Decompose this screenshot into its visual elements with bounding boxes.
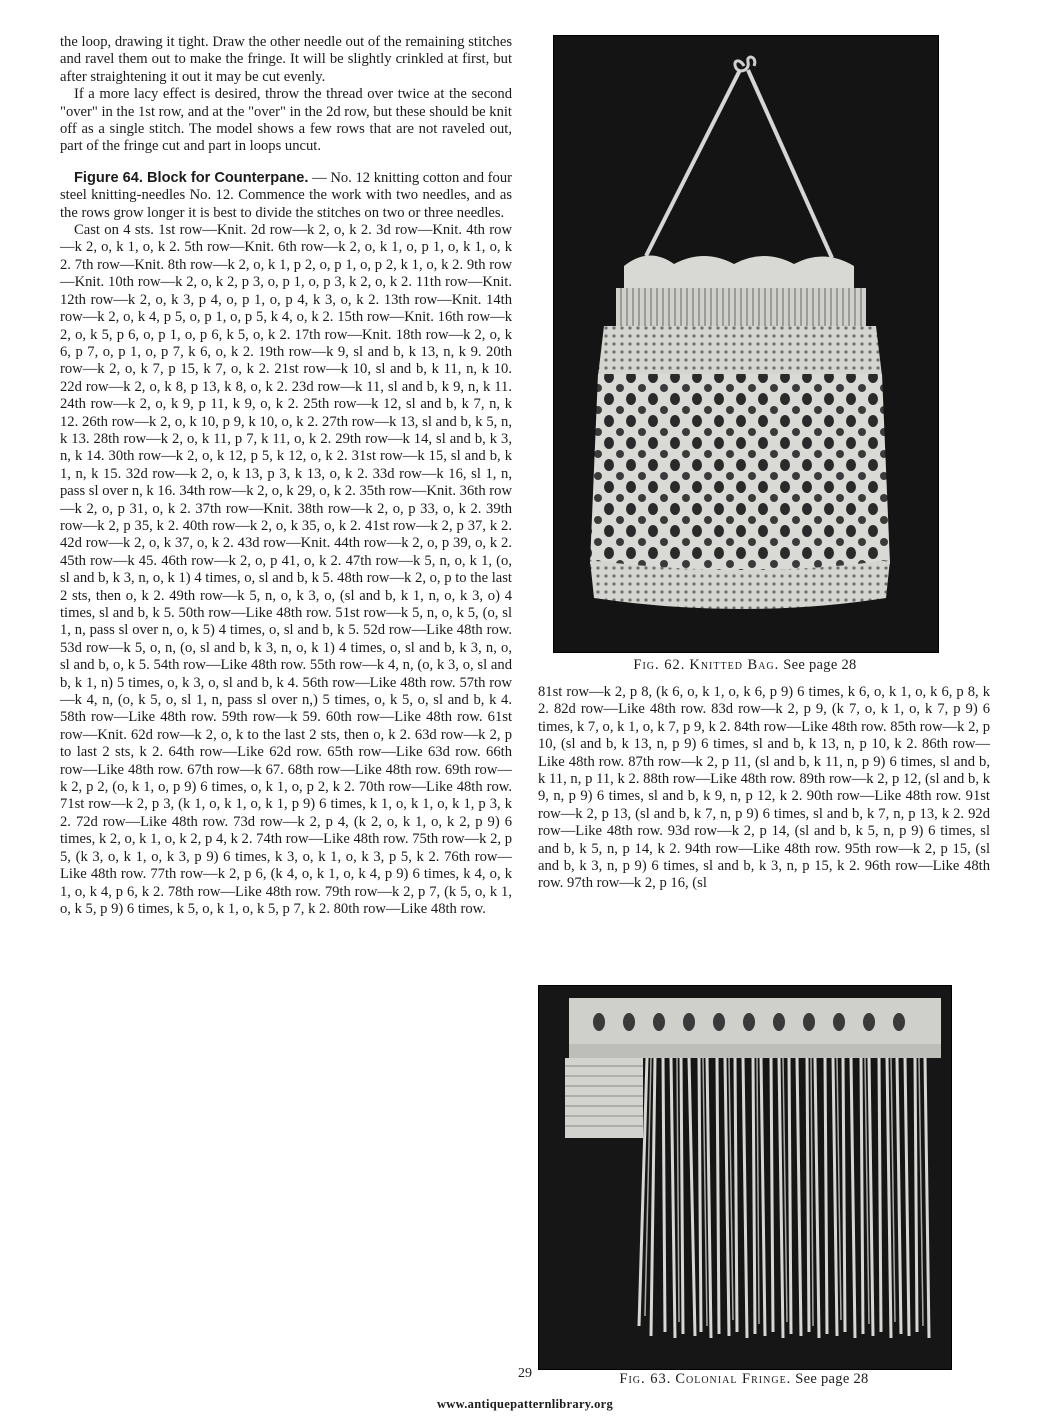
figure-64-materials: — No. 12 knitting cotton and four steel knitting-needles No. 12. Commence the work with two needles, and as the rows grow longer it is best to divide the stitches on two or three needles. [60,169,512,221]
fig-62-caption [553,657,937,674]
fig-63-title: Colonial Fringe. [675,1371,792,1387]
counterpane-rows-continued: 81st row—k 2, p 8, (k 6, o, k 1, o, k 6, p 9) 6 times, k 6, o, k 1, o, k 6, p 8, k 2. 82d row—Like 48th row. 83d row—k 2, p 9, (k 7, o, k 1, o, k 7, p 9) 6 times, k 7, o, k 1, o, k 7, p 9, k 2. 84th row—Like 48th row. 85th row—k 2, p 10, (sl and b, k 13, n, p 9) 6 times, sl and b, k 13, n, p 10, k 2. 86th row—Like 48th row. 87th row—k 2, p 11, (sl and b, k 11, n, p 9) 6 times, sl and b, k 11, n, p 11, k 2. 88th row—Like 48th row. 89th row—k 2, p 12, (sl and b, k 9, n, p 9) 6 times, sl and b, k 9, n, p 12, k 2. 90th row—Like 48th row. 91st row—k 2, p 13, (sl and b, k 7, n, p 9) 6 times, sl and b, k 7, n, p 13, k 2. 92d row—Like 48th row. 93d row—k 2, p 14, (sl and b, k 5, n, p 9) 6 times, sl and b, k 5, n, p 14, k 2. 94th row—Like 48th row. 95th row—k 2, p 15, (sl and b, k 3, n, p 9) 6 times, sl and b, k 3, n, p 15, k 2. 96th row—Like 48th row. 97th row—k 2, p 16, (sl [538,684,990,892]
page-number: 29 [518,1366,532,1381]
fig-62-knitted-bag-photo [553,35,939,653]
fig-63-page-ref: See page 28 [795,1371,869,1387]
knitted-bag-illustration [554,36,938,652]
intro-paragraph-1: the loop, drawing it tight. Draw the other needle out of the remaining stitches and ravel them out to make the fringe. It will be slightly crinkled at first, but after straightening it out it may be cut evenly. [60,34,512,85]
fig-62-title: Knitted Bag. [689,657,780,673]
figure-64-heading [60,170,512,222]
fig-62-number: Fig. 62. [633,657,686,673]
colonial-fringe-illustration [539,986,951,1369]
right-column [538,684,990,893]
fig-62-page-ref: See page 28 [783,657,857,673]
counterpane-rows-text: Cast on 4 sts. 1st row—Knit. 2d row—k 2, o, k 2. 3d row—Knit. 4th row—k 2, o, k 1, o, k 2. 5th row—Knit. 6th row—k 2, o, k 1, o, p 1, o, k 1, o, k 2. 7th row—Knit. 8th row—k 2, o, k 1, p 2, o, p 1, o, p 2, k 1, o, k 2. 9th row—Knit. 10th row—k 2, o, k 2, p 3, o, p 1, o, p 3, k 2, o, k 2. 11th row—Knit. 12th row—k 2, o, k 3, p 4, o, p 1, o, p 4, k 3, o, k 2. 13th row—Knit. 14th row—k 2, o, k 4, p 5, o, p 1, o, p 5, k 4, o, k 2. 15th row—Knit. 16th row—k 2, o, k 5, p 6, o, p 1, o, p 6, k 5, o, k 2. 17th row—Knit. 18th row—k 2, o, k 6, p 7, o, p 1, o, p 7, k 6, o, k 2. 19th row—k 9, sl and b, k 13, n, k 9. 20th row—k 2, o, k 7, p 15, k 7, o, k 2. 21st row—k 10, sl and b, k 11, n, k 10. 22d row—k 2, o, k 8, p 13, k 8, o, k 2. 23d row—k 11, sl and b, k 9, n, k 11. 24th row—k 2, o, k 9, p 11, k 9, o, k 2. 25th row—k 12, sl and b, k 7, n, k 12. 26th row—k 2, o, k 10, p 9, k 10, o, k 2. 27th row—k 13, sl and b, k 5, n, k 13. 28th row—k 2, o, k 11, p 7, k 11, o, k 2. 29th row—k 14, sl and b, k 3, n, k 14. 30th row—k 2, o, k 12, p 5, k 12, o, k 2. 31st row—k 15, sl and b, k 1, n, k 15. 32d row—k 2, o, k 13, p 3, k 13, o, k 2. 33d row—k 16, sl 1, n, pass sl over n, k 16. 34th row—k 2, o, k 29, o, k 2. 35th row—Knit. 36th row—k 2, o, p 31, o, k 2. 37th row—Knit. 38th row—k 2, o, p 33, o, k 2. 39th row—k 2, p 35, k 2. 40th row—k 2, o, k 35, o, k 2. 41st row—k 2, p 37, k 2. 42d row—k 2, o, k 37, o, k 2. 43d row—Knit. 44th row—k 2, o, p 39, o, k 2. 45th row—k 45. 46th row—k 2, o, p 41, o, k 2. 47th row—k 5, n, o, k 1, (o, sl and b, k 3, n, o, k 1) 4 times, o, sl and b, k 5. 48th row—k 2, o, p to the last 2 sts, then o, k 2. 49th row—k 5, n, o, k 3, o, (sl and b, k 1, n, o, k 3, o) 4 times, sl and b, k 5. 50th row—Like 48th row. 51st row—k 5, n, o, k 5, (o, sl 1, n, pass sl over n, o, k 5) 4 times, o, sl and b, k 5. 52d row—Like 48th row. 53d row—k 5, o, n, (o, sl and b, k 3, n, o, k 1) 4 times, o, sl and b, k 3, n, o, sl and b, o, k 5. 54th row—Like 48th row. 55th row—k 4, n, (o, k 3, o, sl and b, k 1, n) 5 times, o, k 3, o, sl and b, k 4. 56th row—Like 48th row. 57th row—k 4, n, (o, k 5, o, sl 1, n, pass sl over n,) 5 times, o, k 5, o, sl and b, k 4. 58th row—Like 48th row. 59th row—k 59. 60th row—Like 48th row. 61st row—Knit. 62d row—k 2, o, k to the last 2 sts, then o, k 2. 63d row—k 2, p to last 2 sts, k 2. 64th row—Like 62d row. 65th row—Like 63d row. 66th row—Like 48th row. 67th row—k 67. 68th row—Like 48th row. 69th row—k 2, p 2, (o, k 1, o, p 9) 6 times, o, k 1, o, p 2, k 2. 70th row—Like 48th row. 71st row—k 2, p 3, (k 1, o, k 1, o, k 1, p 9) 6 times, k 1, o, k 1, o, k 1, p 3, k 2. 72d row—Like 48th row. 73d row—k 2, p 4, (k 2, o, k 1, o, k 2, p 9) 6 times, k 2, o, k 1, o, k 2, p 4, k 2. 74th row—Like 48th row. 75th row—k 2, p 5, (k 3, o, k 1, o, k 3, p 9) 6 times, k 3, o, k 1, o, k 3, p 5, k 2. 76th row—Like 48th row. 77th row—k 2, p 6, (k 4, o, k 1, o, k 4, p 9) 6 times, k 4, o, k 1, o, k 4, p 6, k 2. 78th row—Like 48th row. 79th row—k 2, p 7, (k 5, o, k 1, o, k 5, p 9) 6 times, k 5, o, k 1, o, k 5, p 7, k 2. 80th row—Like 48th row. [60,222,512,917]
fig-63-number: Fig. 63. [619,1371,672,1387]
intro-paragraph-2: If a more lacy effect is desired, throw the thread over twice at the second "over" in the 1st row, and at the "over" in the 2d row, but these should be knit off as a single stitch. The model shows a few rows that are not raveled out, part of the fringe cut and part in loops uncut. [60,86,512,155]
site-url: www.antiquepatternlibrary.org [436,1397,614,1411]
fig-63-colonial-fringe-photo [538,985,952,1370]
left-column [60,34,512,918]
figure-64-title: Figure 64. Block for Counterpane. [74,169,309,186]
